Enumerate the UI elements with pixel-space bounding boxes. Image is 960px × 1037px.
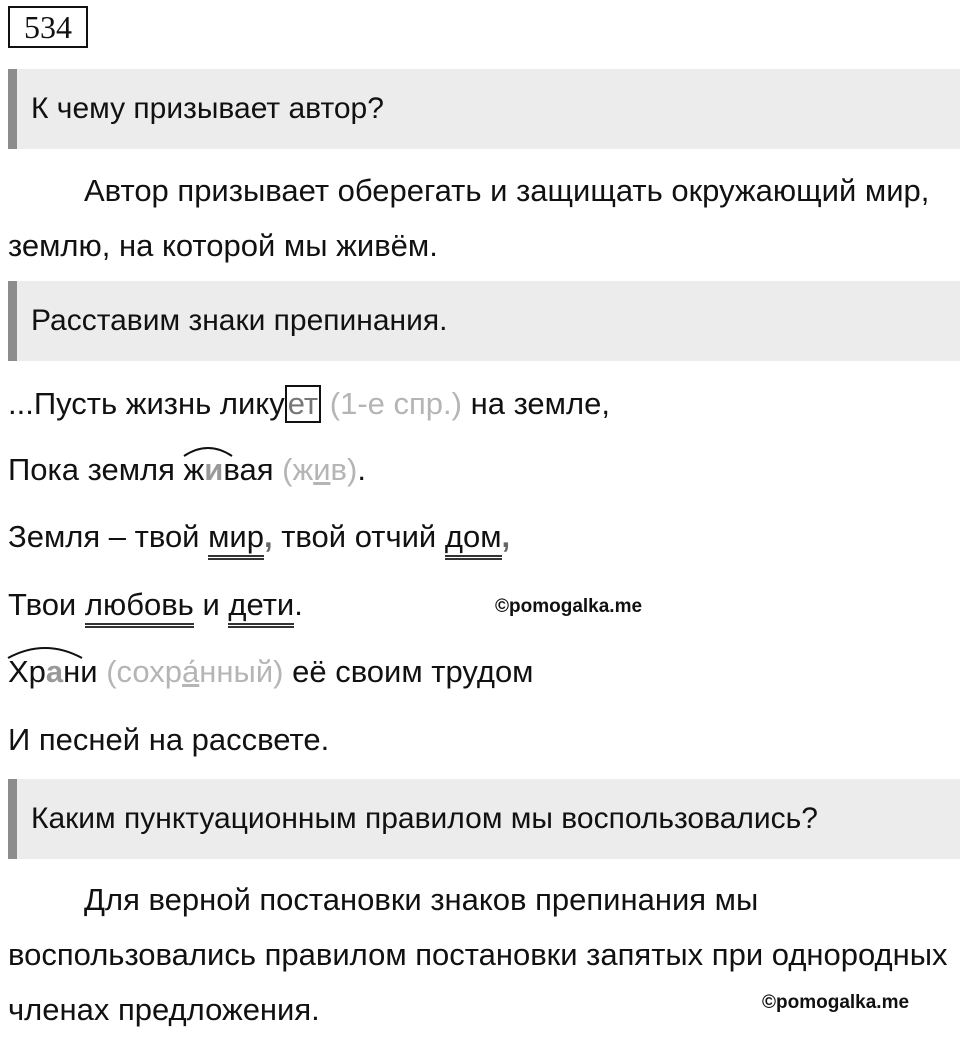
line2-word: живая xyxy=(184,452,274,487)
root-arc xyxy=(182,444,234,458)
line5-post: её своим трудом xyxy=(292,654,534,689)
line1-note: (1-е спр.) xyxy=(329,386,462,421)
line5-word: Храни xyxy=(8,654,98,689)
line5-note: (сохра́нный) xyxy=(106,654,284,689)
predicate-mir: мир xyxy=(208,519,264,560)
watermark: ©pomogalka.me xyxy=(762,992,910,1013)
line4-end: . xyxy=(294,587,303,622)
poem-line-1 xyxy=(8,384,610,424)
question-1: К чему призывает автор? xyxy=(8,69,960,149)
poem-line-2 xyxy=(8,450,366,490)
line4-text-b: и xyxy=(193,587,229,622)
poem-line-4 xyxy=(8,585,303,625)
root-arc xyxy=(6,644,84,660)
watermark: ©pomogalka.me xyxy=(495,596,643,617)
line4-text-a: Твои xyxy=(8,587,85,622)
line1-text: ...Пусть жизнь лику xyxy=(8,386,285,421)
subject-deti: дети xyxy=(228,587,294,628)
line2-text: Пока земля xyxy=(8,452,184,487)
comma-2: , xyxy=(501,519,511,554)
line2-note: (жив) xyxy=(282,452,358,487)
task-number: 534 xyxy=(8,6,88,48)
line3-text-a: Земля – твой xyxy=(8,519,209,554)
line2-post: . xyxy=(357,452,366,487)
line3-text-b: твой отчий xyxy=(272,519,445,554)
predicate-dom: дом xyxy=(445,519,502,560)
ending-box: ет xyxy=(285,385,321,423)
answer-1: Автор призывает оберегать и защищать окружающий мир, землю, на которой мы живём. xyxy=(8,173,930,263)
question-2: Расставим знаки препинания. xyxy=(8,281,960,361)
question-3: Каким пунктуационным правилом мы воспользовались? xyxy=(8,779,960,859)
answer-3: Для верной постановки знаков препинания мы воспользовались правилом постановки запятых при однородных членах предложения. xyxy=(8,882,948,1027)
poem-line-3 xyxy=(8,517,510,557)
comma-1: , xyxy=(263,519,273,554)
poem-line-6: И песней на рассвете. xyxy=(8,722,330,757)
line1-post: на земле, xyxy=(470,386,610,421)
poem-line-5 xyxy=(8,652,534,692)
subject-lyubov: любовь xyxy=(85,587,194,628)
